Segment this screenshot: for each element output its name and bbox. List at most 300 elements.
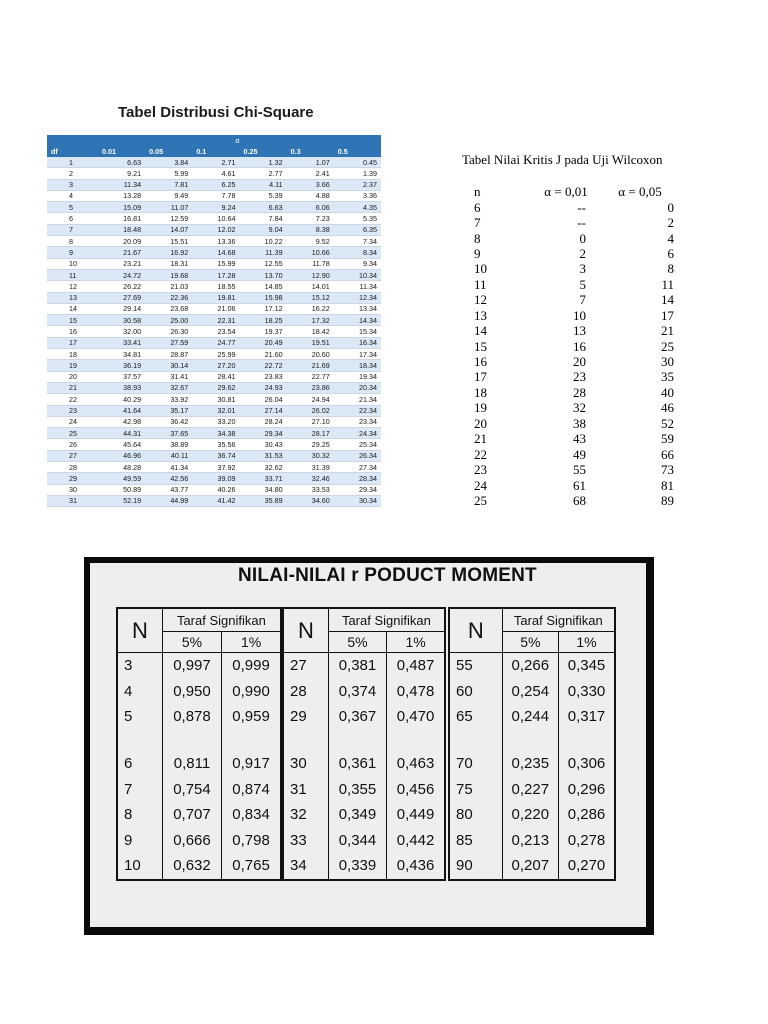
wilcoxon-value-cell: 11 (661, 276, 674, 292)
r-n-cell: 31 (283, 776, 328, 802)
chi-value-cell: 23.86 (287, 382, 334, 393)
wilcoxon-n-cell: 8 (474, 230, 481, 246)
chi-df-cell: 27 (47, 450, 98, 461)
chi-value-cell: 23.34 (334, 416, 381, 427)
chi-value-cell: 42.98 (98, 416, 145, 427)
r-value-cell: 0,317 (559, 704, 615, 730)
chi-value-cell: 37.57 (98, 371, 145, 382)
chi-value-cell: 35.17 (145, 405, 192, 416)
chi-value-cell: 19.37 (239, 326, 286, 337)
wilcoxon-row (474, 431, 674, 446)
chi-value-cell: 13.36 (192, 236, 239, 247)
chi-df-cell: 13 (47, 292, 98, 303)
chi-value-cell: 24.34 (334, 428, 381, 439)
wilcoxon-value-cell: 28 (573, 384, 586, 400)
r-n-cell: 75 (449, 776, 502, 802)
wilcoxon-row (474, 215, 674, 230)
wilcoxon-n-cell: 15 (474, 338, 487, 354)
chi-value-cell: 9.49 (145, 190, 192, 201)
taraf-signifikan-header: Taraf Signifikan (328, 608, 445, 632)
chi-value-cell: 32.62 (239, 462, 286, 473)
chi-value-cell: 18.34 (334, 360, 381, 371)
chi-value-cell: 32.46 (287, 473, 334, 484)
r-value-cell: 0,374 (328, 679, 386, 705)
r-table-row (449, 679, 615, 705)
wilcoxon-value-cell: 46 (661, 400, 674, 416)
chi-df-cell: 12 (47, 281, 98, 292)
r-value-cell: 0,442 (387, 828, 445, 854)
chi-value-cell: 43.77 (145, 484, 192, 495)
chi-value-cell: 26.04 (239, 394, 286, 405)
r-table-row (449, 653, 615, 679)
r-table-row (449, 776, 615, 802)
chi-row (47, 157, 381, 168)
chi-row (47, 394, 381, 405)
chi-value-cell: 48.28 (98, 462, 145, 473)
wilcoxon-value-cell: 23 (573, 369, 586, 385)
chi-value-cell: 40.26 (192, 484, 239, 495)
wilcoxon-value-cell: 66 (661, 446, 674, 462)
chi-value-cell: 9.24 (192, 202, 239, 213)
wilcoxon-value-cell: 5 (579, 276, 586, 292)
wilcoxon-value-cell: 4 (667, 230, 674, 246)
chi-value-cell: 6.06 (287, 202, 334, 213)
r-table-row (117, 751, 281, 777)
chi-value-cell: 3.36 (334, 190, 381, 201)
wilcoxon-value-cell: 2 (579, 245, 586, 261)
r-n-cell: 8 (117, 802, 162, 828)
chi-value-cell: 36.42 (145, 416, 192, 427)
wilcoxon-value-cell: -- (577, 215, 586, 231)
chi-value-cell: 12.55 (239, 258, 286, 269)
r-n-cell: 70 (449, 751, 502, 777)
chi-row (47, 326, 381, 337)
chi-row (47, 315, 381, 326)
r-value-cell: 0,330 (559, 679, 615, 705)
chi-value-cell: 23.83 (239, 371, 286, 382)
chi-alpha-row (47, 135, 381, 146)
wilcoxon-n-cell: 12 (474, 292, 487, 308)
wilcoxon-value-cell: 73 (661, 462, 674, 478)
r-value-cell: 0,811 (162, 751, 221, 777)
chi-value-cell: 18.42 (287, 326, 334, 337)
chi-row (47, 484, 381, 495)
chi-df-cell: 16 (47, 326, 98, 337)
chi-value-cell: 16.92 (145, 247, 192, 258)
chi-value-cell: 17.34 (334, 349, 381, 360)
chi-value-cell: 20.49 (239, 337, 286, 348)
chi-value-cell: 2.77 (239, 168, 286, 179)
chi-value-cell: 45.64 (98, 439, 145, 450)
n-header: N (449, 608, 502, 653)
r-n-cell: 10 (117, 853, 162, 880)
r-n-cell (449, 730, 502, 751)
chi-df-cell: 15 (47, 315, 98, 326)
chi-row (47, 224, 381, 235)
chi-df-cell: 2 (47, 168, 98, 179)
r-value-cell: 0,244 (502, 704, 558, 730)
chi-value-cell: 5.35 (334, 213, 381, 224)
chi-value-cell: 9.21 (98, 168, 145, 179)
r-n-cell (283, 730, 328, 751)
chi-value-cell: 26.30 (145, 326, 192, 337)
chi-alpha-header: 0.5 (334, 146, 381, 157)
chi-row (47, 450, 381, 461)
chi-value-cell: 14.68 (192, 247, 239, 258)
chi-value-cell: 32.67 (145, 382, 192, 393)
chi-value-cell: 8.34 (334, 247, 381, 258)
wilcoxon-n-cell: 9 (474, 245, 481, 261)
wilcoxon-n-cell: 10 (474, 261, 487, 277)
chi-value-cell: 26.02 (287, 405, 334, 416)
r-value-cell: 0,367 (328, 704, 386, 730)
chi-value-cell: 33.20 (192, 416, 239, 427)
r-value-cell: 0,254 (502, 679, 558, 705)
chi-row (47, 473, 381, 484)
chi-value-cell: 2.41 (287, 168, 334, 179)
wilcoxon-value-cell: 7 (579, 292, 586, 308)
chi-value-cell: 30.34 (334, 495, 381, 506)
r-value-cell: 0,339 (328, 853, 386, 880)
wilcoxon-value-cell: -- (577, 199, 586, 215)
chi-value-cell: 19.68 (145, 269, 192, 280)
chi-value-cell: 28.34 (334, 473, 381, 484)
wilcoxon-row (474, 261, 674, 276)
chi-value-cell: 12.59 (145, 213, 192, 224)
wilcoxon-value-cell: 17 (661, 307, 674, 323)
wilcoxon-n-header: n (474, 184, 481, 200)
chi-value-cell: 36.19 (98, 360, 145, 371)
chi-alpha-header: 0.01 (98, 146, 145, 157)
wilcoxon-n-cell: 11 (474, 276, 487, 292)
wilcoxon-row (474, 246, 674, 261)
chi-value-cell: 37.92 (192, 462, 239, 473)
chi-value-cell: 10.22 (239, 236, 286, 247)
chi-value-cell: 37.65 (145, 428, 192, 439)
wilcoxon-alpha005-header: α = 0,05 (618, 184, 662, 200)
chi-value-cell: 34.38 (192, 428, 239, 439)
chi-value-cell: 52.19 (98, 495, 145, 506)
chi-df-cell: 7 (47, 224, 98, 235)
r-value-cell: 0,235 (502, 751, 558, 777)
wilcoxon-n-cell: 17 (474, 369, 487, 385)
chi-value-cell: 7.23 (287, 213, 334, 224)
chi-value-cell: 22.72 (239, 360, 286, 371)
chi-value-cell: 28.24 (239, 416, 286, 427)
r-value-cell: 0,361 (328, 751, 386, 777)
chi-value-cell: 30.32 (287, 450, 334, 461)
pct1-header: 1% (387, 632, 445, 653)
chi-row (47, 258, 381, 269)
chi-row (47, 371, 381, 382)
chi-value-cell: 21.34 (334, 394, 381, 405)
chi-value-cell: 40.29 (98, 394, 145, 405)
chi-value-cell: 14.07 (145, 224, 192, 235)
chi-value-cell: 34.81 (98, 349, 145, 360)
wilcoxon-value-cell: 59 (661, 431, 674, 447)
n-header: N (117, 608, 162, 653)
chi-value-cell: 29.62 (192, 382, 239, 393)
r-value-cell: 0,990 (222, 679, 281, 705)
chi-value-cell: 19.51 (287, 337, 334, 348)
chi-value-cell: 40.11 (145, 450, 192, 461)
chi-value-cell: 22.31 (192, 315, 239, 326)
chi-value-cell: 27.10 (287, 416, 334, 427)
chi-value-cell: 26.22 (98, 281, 145, 292)
chi-value-cell: 41.64 (98, 405, 145, 416)
r-n-cell: 29 (283, 704, 328, 730)
wilcoxon-value-cell: 49 (573, 446, 586, 462)
chi-value-cell: 44.31 (98, 428, 145, 439)
chi-value-cell: 10.64 (192, 213, 239, 224)
wilcoxon-value-cell: 2 (667, 215, 674, 231)
chi-value-cell: 6.63 (98, 157, 145, 168)
chi-value-cell: 25.99 (192, 349, 239, 360)
wilcoxon-value-cell: 0 (579, 230, 586, 246)
wilcoxon-value-cell: 14 (661, 292, 674, 308)
chi-value-cell: 13.28 (98, 190, 145, 201)
product-moment-scan (90, 563, 646, 927)
r-n-cell: 34 (283, 853, 328, 880)
chi-df-cell: 14 (47, 303, 98, 314)
chi-value-cell: 35.89 (239, 495, 286, 506)
r-value-cell (222, 730, 281, 751)
chi-value-cell: 28.17 (287, 428, 334, 439)
chi-value-cell: 7.78 (192, 190, 239, 201)
wilcoxon-n-cell: 25 (474, 492, 487, 508)
chi-df-cell: 1 (47, 157, 98, 168)
r-value-cell: 0,478 (387, 679, 445, 705)
chi-value-cell: 34.60 (287, 495, 334, 506)
r-n-cell: 28 (283, 679, 328, 705)
chi-value-cell: 1.39 (334, 168, 381, 179)
r-table-row (117, 730, 281, 751)
wilcoxon-row (474, 323, 674, 338)
chi-value-cell: 29.14 (98, 303, 145, 314)
r-n-cell: 85 (449, 828, 502, 854)
chi-value-cell: 38.93 (98, 382, 145, 393)
wilcoxon-value-cell: 38 (573, 415, 586, 431)
chi-value-cell: 28.41 (192, 371, 239, 382)
wilcoxon-row (474, 446, 674, 461)
r-value-cell: 0,487 (387, 653, 445, 679)
taraf-signifikan-header: Taraf Signifikan (502, 608, 615, 632)
chi-alpha-label: α (98, 135, 381, 146)
chi-row (47, 349, 381, 360)
r-value-cell: 0,344 (328, 828, 386, 854)
wilcoxon-value-cell: 30 (661, 354, 674, 370)
r-table-row (449, 704, 615, 730)
wilcoxon-n-cell: 16 (474, 354, 487, 370)
r-value-cell: 0,878 (162, 704, 221, 730)
chi-value-cell: 44.99 (145, 495, 192, 506)
r-value-cell: 0,381 (328, 653, 386, 679)
chi-row (47, 462, 381, 473)
r-n-cell: 90 (449, 853, 502, 880)
chi-value-cell: 23.54 (192, 326, 239, 337)
chi-header-spacer (47, 135, 98, 146)
chi-value-cell: 1.07 (287, 157, 334, 168)
chi-value-cell: 15.12 (287, 292, 334, 303)
r-table-row (283, 704, 445, 730)
chi-value-cell: 31.53 (239, 450, 286, 461)
chi-value-cell: 18.48 (98, 224, 145, 235)
chi-value-cell: 23.21 (98, 258, 145, 269)
r-table-block (448, 607, 616, 881)
chi-row (47, 405, 381, 416)
chi-value-cell: 4.11 (239, 179, 286, 190)
chi-df-cell: 19 (47, 360, 98, 371)
r-value-cell: 0,666 (162, 828, 221, 854)
chi-df-cell: 18 (47, 349, 98, 360)
r-table-row (283, 853, 445, 880)
chi-value-cell: 16.34 (334, 337, 381, 348)
chi-row (47, 303, 381, 314)
chi-value-cell: 16.81 (98, 213, 145, 224)
wilcoxon-row (474, 477, 674, 492)
r-table-block (116, 607, 282, 881)
chi-df-cell: 17 (47, 337, 98, 348)
chi-row (47, 247, 381, 258)
wilcoxon-n-cell: 19 (474, 400, 487, 416)
chi-value-cell: 18.25 (239, 315, 286, 326)
wilcoxon-n-cell: 18 (474, 384, 487, 400)
r-value-cell: 0,278 (559, 828, 615, 854)
chi-value-cell: 49.59 (98, 473, 145, 484)
r-table-row (117, 828, 281, 854)
chi-value-cell: 21.03 (145, 281, 192, 292)
r-table-row (117, 776, 281, 802)
chi-row (47, 168, 381, 179)
chi-row (47, 439, 381, 450)
chi-square-table (47, 135, 381, 507)
chi-value-cell: 24.77 (192, 337, 239, 348)
pct5-header: 5% (328, 632, 386, 653)
r-value-cell: 0,296 (559, 776, 615, 802)
r-n-cell (117, 730, 162, 751)
chi-value-cell: 24.72 (98, 269, 145, 280)
wilcoxon-value-cell: 13 (573, 323, 586, 339)
chi-value-cell: 15.99 (192, 258, 239, 269)
chi-column-headers (47, 146, 381, 157)
r-value-cell: 0,436 (387, 853, 445, 880)
chi-value-cell: 15.34 (334, 326, 381, 337)
chi-value-cell: 5.39 (239, 190, 286, 201)
chi-row (47, 337, 381, 348)
r-table-row (283, 679, 445, 705)
chi-df-cell: 11 (47, 269, 98, 280)
chi-value-cell: 25.34 (334, 439, 381, 450)
chi-value-cell: 27.20 (192, 360, 239, 371)
chi-value-cell: 12.34 (334, 292, 381, 303)
chi-value-cell: 12.90 (287, 269, 334, 280)
chi-value-cell: 30.58 (98, 315, 145, 326)
chi-df-cell: 24 (47, 416, 98, 427)
chi-value-cell: 4.35 (334, 202, 381, 213)
r-value-cell: 0,917 (222, 751, 281, 777)
r-value-cell: 0,266 (502, 653, 558, 679)
chi-value-cell: 4.61 (192, 168, 239, 179)
r-n-cell: 9 (117, 828, 162, 854)
chi-df-cell: 23 (47, 405, 98, 416)
chi-df-header: df (47, 146, 98, 157)
chi-row (47, 495, 381, 506)
chi-row (47, 428, 381, 439)
r-value-cell: 0,207 (502, 853, 558, 880)
wilcoxon-value-cell: 21 (661, 323, 674, 339)
wilcoxon-alpha001-header: α = 0,01 (544, 184, 588, 200)
chi-value-cell: 24.93 (239, 382, 286, 393)
r-n-cell: 32 (283, 802, 328, 828)
chi-value-cell: 9.04 (239, 224, 286, 235)
chi-value-cell: 33.71 (239, 473, 286, 484)
wilcoxon-header-row (474, 184, 674, 199)
wilcoxon-row (474, 354, 674, 369)
chi-value-cell: 29.25 (287, 439, 334, 450)
chi-value-cell: 33.53 (287, 484, 334, 495)
r-n-cell: 7 (117, 776, 162, 802)
chi-value-cell: 12.02 (192, 224, 239, 235)
chi-value-cell: 22.77 (287, 371, 334, 382)
wilcoxon-value-cell: 16 (573, 338, 586, 354)
r-table-block (282, 607, 446, 881)
chi-value-cell: 35.56 (192, 439, 239, 450)
chi-value-cell: 21.67 (98, 247, 145, 258)
r-n-cell: 4 (117, 679, 162, 705)
chi-value-cell: 33.92 (145, 394, 192, 405)
r-table-row (283, 802, 445, 828)
chi-value-cell: 32.00 (98, 326, 145, 337)
chi-value-cell: 1.32 (239, 157, 286, 168)
r-value-cell: 0,470 (387, 704, 445, 730)
r-n-cell: 60 (449, 679, 502, 705)
chi-value-cell: 38.89 (145, 439, 192, 450)
chi-value-cell: 32.01 (192, 405, 239, 416)
r-n-cell: 3 (117, 653, 162, 679)
r-n-cell: 30 (283, 751, 328, 777)
chi-value-cell: 17.32 (287, 315, 334, 326)
wilcoxon-row (474, 400, 674, 415)
chi-value-cell: 21.06 (192, 303, 239, 314)
r-table-row (283, 751, 445, 777)
chi-df-cell: 4 (47, 190, 98, 201)
wilcoxon-row (474, 416, 674, 431)
wilcoxon-value-cell: 25 (661, 338, 674, 354)
chi-df-cell: 29 (47, 473, 98, 484)
r-value-cell (387, 730, 445, 751)
chi-value-cell: 19.34 (334, 371, 381, 382)
n-header: N (283, 608, 328, 653)
chi-value-cell: 7.84 (239, 213, 286, 224)
chi-alpha-header: 0.25 (239, 146, 286, 157)
chi-value-cell: 42.56 (145, 473, 192, 484)
chi-row (47, 292, 381, 303)
r-value-cell: 0,449 (387, 802, 445, 828)
wilcoxon-value-cell: 8 (667, 261, 674, 277)
wilcoxon-n-cell: 13 (474, 307, 487, 323)
chi-value-cell: 46.96 (98, 450, 145, 461)
chi-row (47, 281, 381, 292)
chi-value-cell: 13.70 (239, 269, 286, 280)
r-table-row (117, 853, 281, 880)
wilcoxon-n-cell: 21 (474, 431, 487, 447)
chi-value-cell: 31.41 (145, 371, 192, 382)
r-value-cell (328, 730, 386, 751)
chi-value-cell: 28.87 (145, 349, 192, 360)
chi-value-cell: 10.66 (287, 247, 334, 258)
wilcoxon-value-cell: 40 (661, 384, 674, 400)
r-value-cell (559, 730, 615, 751)
